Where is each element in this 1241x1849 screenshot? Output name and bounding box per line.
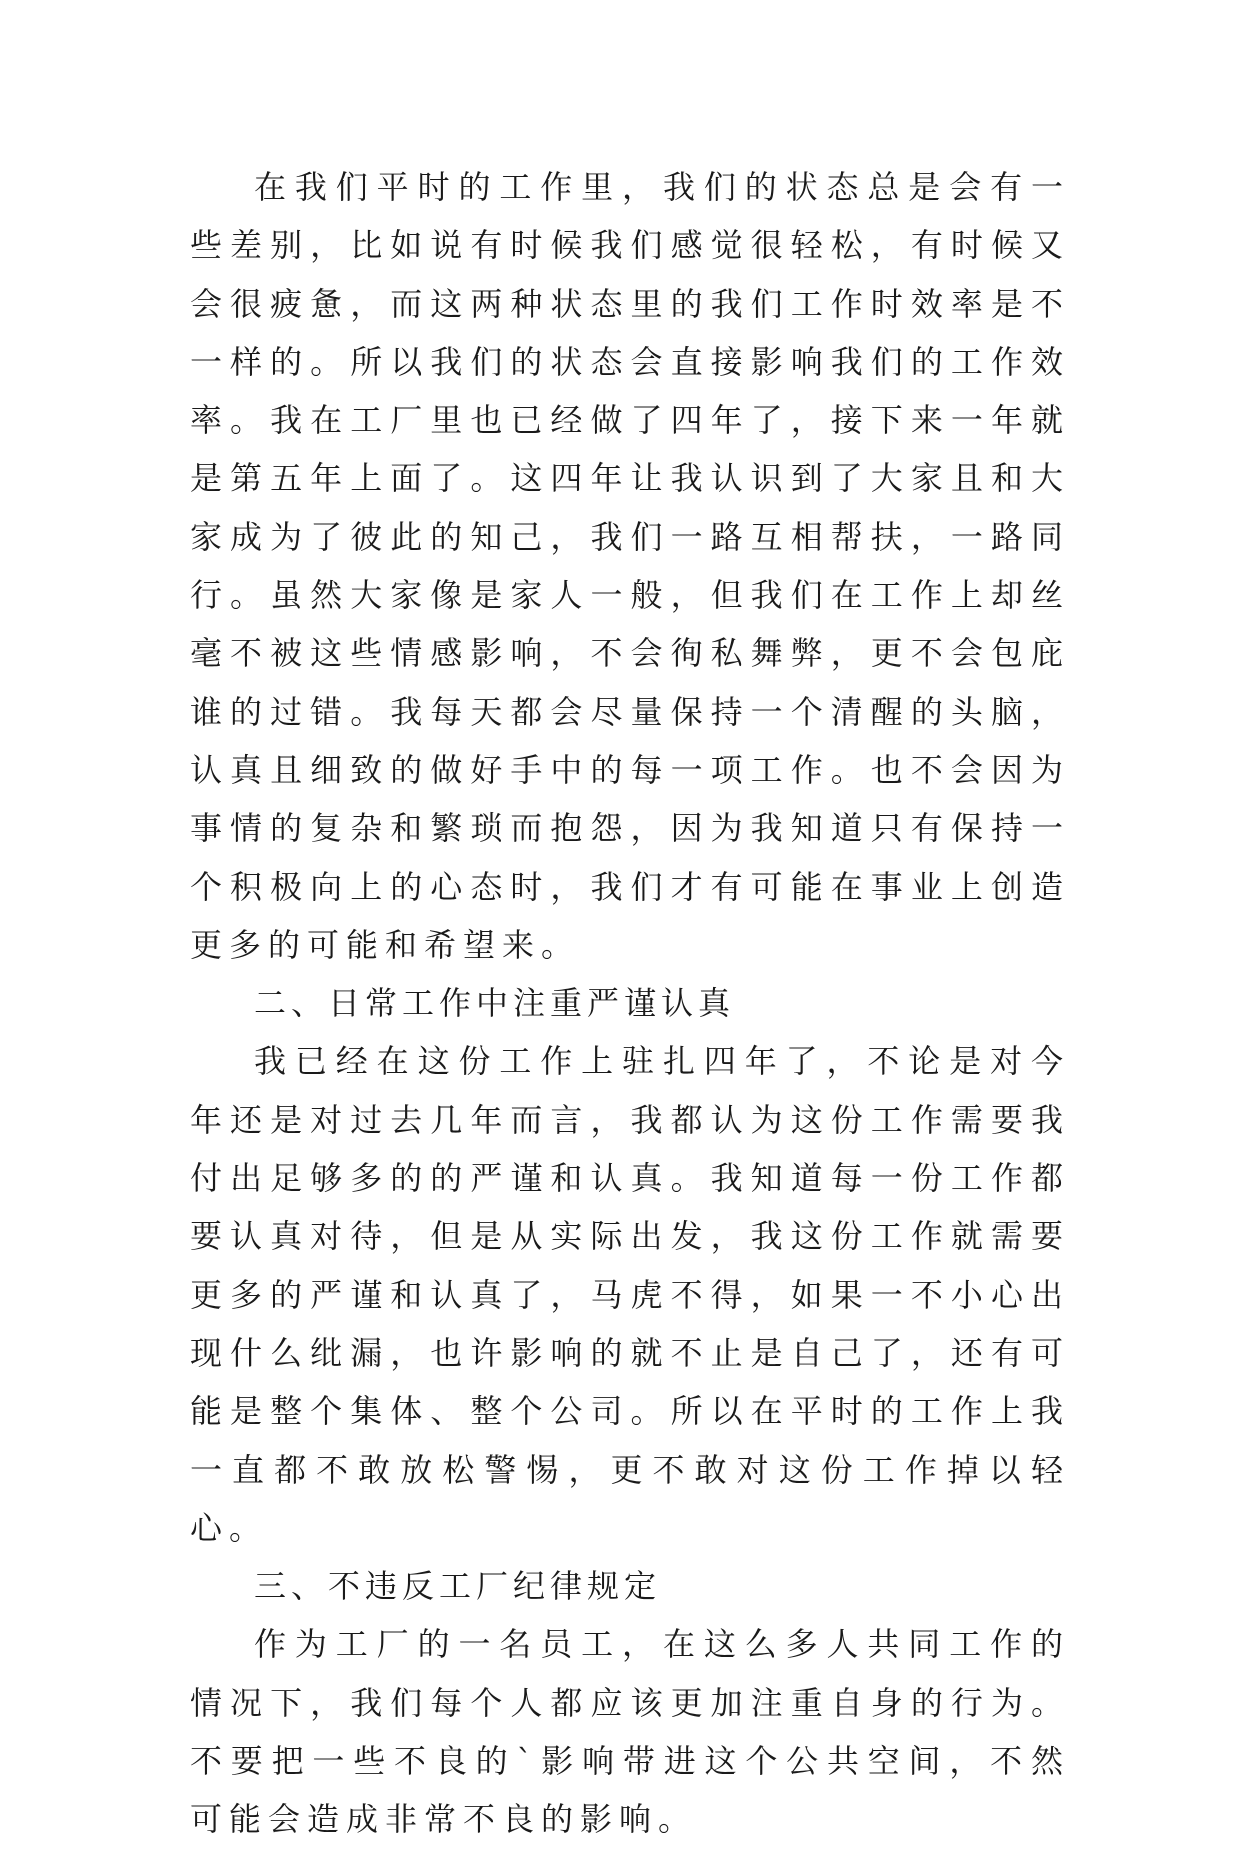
section-heading-2: 二、日常工作中注重严谨认真 [254, 984, 736, 1023]
paragraph-work-state: 在我们平时的工作里，我们的状态总是会有一些差别，比如说有时候我们感觉很轻松，有时候又会很疲惫，而这两种状态里的我们工作时效率是不一样的。所以我们的状态会直接影响我们的工作效率。我在工厂里也已经做了四年了，接下来一年就是第五年上面了。这四年让我认识到了大家且和大家成为了彼此的知己，我们一路互相帮扶，一路同行。虽然大家像是家人一般，但我们在工作上却丝毫不被这些情感影响，不会徇私舞弊，更不会包庇谁的过错。我每天都会尽量保持一个清醒的头脑，认真且细致的做好手中的每一项工作。也不会因为事情的复杂和繁琐而抱怨，因为我知道只有保持一个积极向上的心态时，我们才有可能在事业上创造更多的可能和希望来。 [190, 168, 1070, 964]
section-heading-3: 三、不违反工厂纪律规定 [254, 1567, 662, 1606]
paragraph-discipline: 作为工厂的一名员工，在这么多人共同工作的情况下，我们每个人都应该更加注重自身的行为。不要把一些不良的`影响带进这个公共空间，不然可能会造成非常不良的影响。 [190, 1625, 1070, 1839]
paragraph-rigor: 我已经在这份工作上驻扎四年了，不论是对今年还是对过去几年而言，我都认为这份工作需要我付出足够多的的严谨和认真。我知道每一份工作都要认真对待，但是从实际出发，我这份工作就需要更多的严谨和认真了，马虎不得，如果一不小心出现什么纰漏，也许影响的就不止是自己了，还有可能是整个集体、整个公司。所以在平时的工作上我一直都不敢放松警惕，更不敢对这份工作掉以轻心。 [190, 1042, 1070, 1547]
document-body [190, 158, 1070, 1849]
